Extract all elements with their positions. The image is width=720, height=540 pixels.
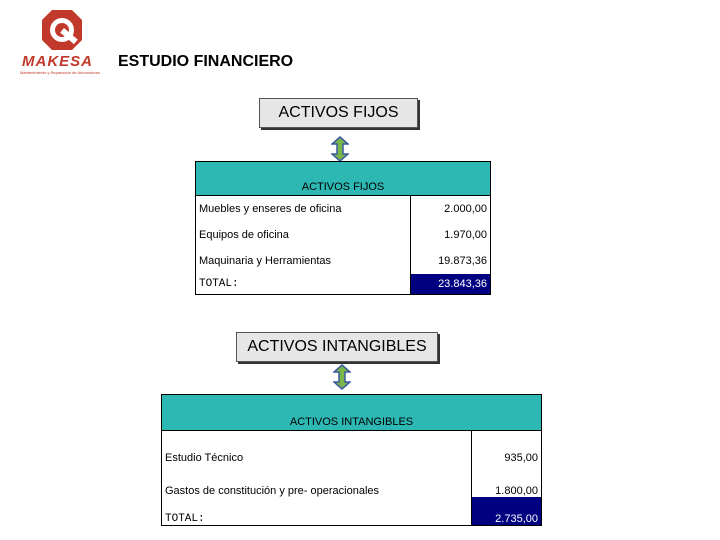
total-value: 2.735,00 xyxy=(472,497,542,526)
row-value: 935,00 xyxy=(472,431,542,465)
row-value: 1.970,00 xyxy=(410,222,490,248)
double-arrow-icon xyxy=(331,136,349,162)
row-label: Equipos de oficina xyxy=(199,229,289,241)
table-row xyxy=(162,431,542,465)
row-value: 1.800,00 xyxy=(472,464,542,497)
logo-caption: Mantenimiento y Reparación de Automotores xyxy=(20,70,101,75)
row-label: Estudio Técnico xyxy=(165,452,244,464)
total-row xyxy=(196,274,491,295)
table-row xyxy=(196,248,491,274)
row-label: Gastos de constitución y pre- operacionales xyxy=(165,485,380,497)
row-value: 19.873,36 xyxy=(410,248,490,274)
activos-intangibles-label-text: ACTIVOS INTANGIBLES xyxy=(247,338,427,355)
activos-fijos-label xyxy=(259,98,418,128)
total-value: 23.843,36 xyxy=(410,274,490,295)
activos-intangibles-table xyxy=(161,394,542,526)
table-header: ACTIVOS FIJOS xyxy=(196,162,491,196)
activos-fijos-table xyxy=(195,161,491,295)
table-row xyxy=(162,464,542,497)
double-arrow-icon xyxy=(333,364,351,390)
svg-text:MAKESA: MAKESA xyxy=(22,53,94,70)
activos-intangibles-label xyxy=(236,332,438,362)
total-label: TOTAL: xyxy=(199,278,239,290)
activos-fijos-label-text: ACTIVOS FIJOS xyxy=(278,104,399,121)
page-title: ESTUDIO FINANCIERO xyxy=(118,53,294,70)
row-label: Maquinaria y Herramientas xyxy=(199,255,332,267)
row-label: Muebles y enseres de oficina xyxy=(199,203,342,215)
total-row xyxy=(162,497,542,526)
table-row xyxy=(196,196,491,223)
table-header: ACTIVOS INTANGIBLES xyxy=(162,395,542,431)
table-row xyxy=(196,222,491,248)
total-label: TOTAL: xyxy=(165,513,205,525)
row-value: 2.000,00 xyxy=(410,196,490,223)
